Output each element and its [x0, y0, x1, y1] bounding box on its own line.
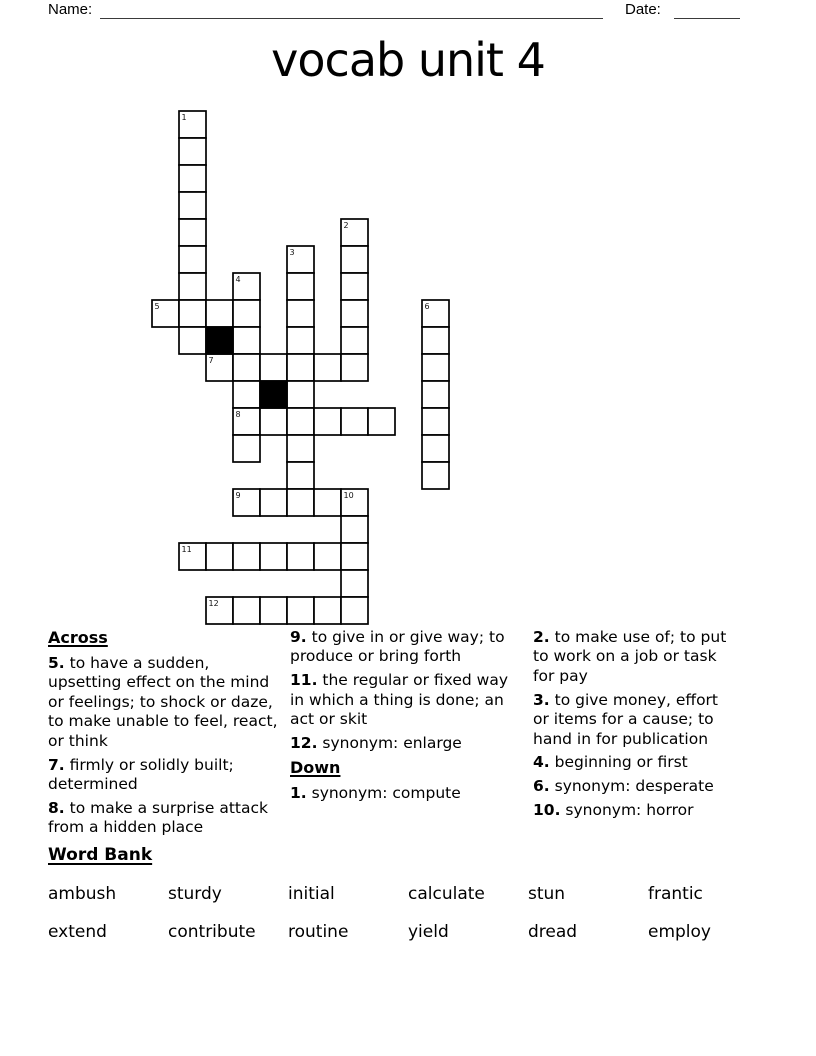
- grid-cell-number: 7: [208, 356, 214, 365]
- grid-cell-number: 5: [154, 302, 160, 311]
- clue-11: 11. the regular or fixed way in which a thing is done; an act or skit: [290, 671, 508, 729]
- heading-text: Down: [290, 757, 341, 777]
- grid-cell[interactable]: [287, 300, 314, 327]
- grid-cell[interactable]: [179, 165, 206, 192]
- clue-1: 1. synonym: compute: [290, 783, 461, 802]
- grid-cell[interactable]: [422, 435, 449, 462]
- clue-number: 7.: [48, 755, 65, 774]
- clue-10: 10. synonym: horror: [533, 801, 694, 820]
- word-bank-item: calculate: [408, 884, 485, 904]
- grid-cell[interactable]: [179, 138, 206, 165]
- grid-cell[interactable]: [368, 408, 395, 435]
- grid-cell[interactable]: [341, 354, 368, 381]
- grid-cell[interactable]: [287, 354, 314, 381]
- grid-cell[interactable]: [179, 300, 206, 327]
- grid-cell[interactable]: [341, 246, 368, 273]
- date-blank[interactable]: [674, 1, 740, 19]
- crossword-grid: [150, 109, 451, 626]
- clue-number: 4.: [533, 753, 550, 772]
- grid-cell[interactable]: [341, 327, 368, 354]
- grid-cell[interactable]: [287, 327, 314, 354]
- grid-cell[interactable]: [287, 273, 314, 300]
- grid-cell[interactable]: [179, 273, 206, 300]
- grid-cell[interactable]: [314, 354, 341, 381]
- grid-cell[interactable]: [233, 327, 260, 354]
- grid-cell[interactable]: [341, 570, 368, 597]
- grid-cell[interactable]: [287, 408, 314, 435]
- clue-number: 11.: [290, 671, 318, 690]
- clue-number: 10.: [533, 801, 561, 820]
- grid-cell[interactable]: [341, 543, 368, 570]
- word-bank-item: routine: [288, 922, 349, 942]
- grid-cell[interactable]: [422, 462, 449, 489]
- clue-number: 9.: [290, 628, 307, 646]
- grid-cell[interactable]: [233, 300, 260, 327]
- grid-cell[interactable]: [422, 327, 449, 354]
- grid-cell[interactable]: [206, 300, 233, 327]
- grid-cell[interactable]: [260, 408, 287, 435]
- grid-cell[interactable]: [233, 543, 260, 570]
- grid-black-cell: [206, 327, 233, 354]
- grid-cell[interactable]: [179, 219, 206, 246]
- grid-cell[interactable]: [422, 408, 449, 435]
- grid-cell[interactable]: [260, 597, 287, 624]
- clue-column-right: [533, 628, 735, 825]
- grid-cell[interactable]: [287, 462, 314, 489]
- grid-cell[interactable]: [341, 516, 368, 543]
- grid-cell[interactable]: [233, 381, 260, 408]
- grid-cell-number: 8: [235, 410, 241, 419]
- grid-cell[interactable]: [179, 327, 206, 354]
- word-bank-item: contribute: [168, 922, 256, 942]
- clue-2: 2. to make use of; to put to work on a job or task for pay: [533, 628, 727, 685]
- word-bank-item: initial: [288, 884, 335, 904]
- grid-cell[interactable]: [233, 354, 260, 381]
- clue-number: 2.: [533, 628, 550, 646]
- clue-column-middle: [290, 628, 508, 808]
- clue-number: 8.: [48, 798, 65, 817]
- clue-3: 3. to give money, effort or items for a cause; to hand in for publication: [533, 690, 719, 748]
- clue-8: 8. to make a surprise attack from a hidden place: [48, 798, 268, 837]
- grid-cell-number: 11: [181, 545, 192, 554]
- grid-cell[interactable]: [422, 354, 449, 381]
- grid-cell-number: 2: [343, 221, 349, 230]
- word-bank-row: [48, 884, 788, 904]
- clue-7: 7. firmly or solidly built; determined: [48, 755, 234, 793]
- grid-cell-number: 10: [343, 491, 354, 500]
- grid-cell-number: 9: [235, 491, 241, 500]
- grid-cell[interactable]: [179, 192, 206, 219]
- clue-number: 3.: [533, 690, 550, 709]
- word-bank-item: extend: [48, 922, 107, 942]
- grid-cell[interactable]: [287, 597, 314, 624]
- word-bank-item: stun: [528, 884, 566, 904]
- date-label: Date:: [625, 1, 661, 18]
- clue-5: 5. to have a sudden, upsetting effect on the mind or feelings; to shock or daze, to make unable to feel, react, or think: [48, 654, 278, 750]
- clue-6: 6. synonym: desperate: [533, 777, 714, 796]
- grid-cell[interactable]: [233, 435, 260, 462]
- grid-cell-number: 4: [235, 275, 241, 284]
- grid-cell[interactable]: [422, 381, 449, 408]
- clue-9: 9. to give in or give way; to produce or bring forth: [290, 628, 505, 666]
- page-title: vocab unit 4: [271, 33, 545, 87]
- grid-cell[interactable]: [341, 597, 368, 624]
- grid-cell[interactable]: [314, 408, 341, 435]
- name-blank[interactable]: [100, 1, 603, 19]
- grid-cell-number: 12: [208, 599, 219, 608]
- clue-4: 4. beginning or first: [533, 753, 688, 772]
- word-bank-heading-text: Word Bank: [48, 845, 153, 865]
- grid-cell[interactable]: [341, 273, 368, 300]
- grid-cell[interactable]: [314, 597, 341, 624]
- grid-cell[interactable]: [260, 354, 287, 381]
- grid-cell[interactable]: [341, 408, 368, 435]
- grid-cell[interactable]: [287, 435, 314, 462]
- name-label: Name:: [48, 1, 93, 18]
- clue-12: 12. synonym: enlarge: [290, 734, 462, 753]
- grid-cell-number: 3: [289, 248, 295, 257]
- grid-cell[interactable]: [314, 489, 341, 516]
- word-bank-item: frantic: [648, 884, 703, 904]
- word-bank-heading: [48, 845, 152, 865]
- grid-cell[interactable]: [341, 300, 368, 327]
- heading-across: [48, 628, 280, 648]
- word-bank-item: ambush: [48, 884, 117, 904]
- heading-down: [290, 758, 508, 778]
- grid-cell[interactable]: [314, 543, 341, 570]
- word-bank-row: [48, 922, 788, 942]
- clue-number: 5.: [48, 654, 65, 672]
- grid-cell[interactable]: [206, 543, 233, 570]
- grid-cell[interactable]: [179, 246, 206, 273]
- grid-cell[interactable]: [287, 543, 314, 570]
- grid-cell[interactable]: [287, 381, 314, 408]
- grid-cell[interactable]: [260, 489, 287, 516]
- word-bank-item: sturdy: [168, 884, 222, 904]
- grid-black-cell: [260, 381, 287, 408]
- grid-cell[interactable]: [287, 489, 314, 516]
- word-bank-item: employ: [648, 922, 711, 942]
- grid-cell[interactable]: [260, 543, 287, 570]
- clue-number: 6.: [533, 777, 550, 796]
- clue-column-left: [48, 628, 280, 842]
- grid-cell-number: 6: [424, 302, 430, 311]
- grid-cell-number: 1: [181, 113, 187, 122]
- word-bank-item: yield: [408, 922, 449, 942]
- clue-number: 1.: [290, 783, 307, 802]
- heading-text: Across: [48, 628, 108, 647]
- grid-cell[interactable]: [233, 597, 260, 624]
- clue-number: 12.: [290, 734, 318, 753]
- word-bank-item: dread: [528, 922, 578, 942]
